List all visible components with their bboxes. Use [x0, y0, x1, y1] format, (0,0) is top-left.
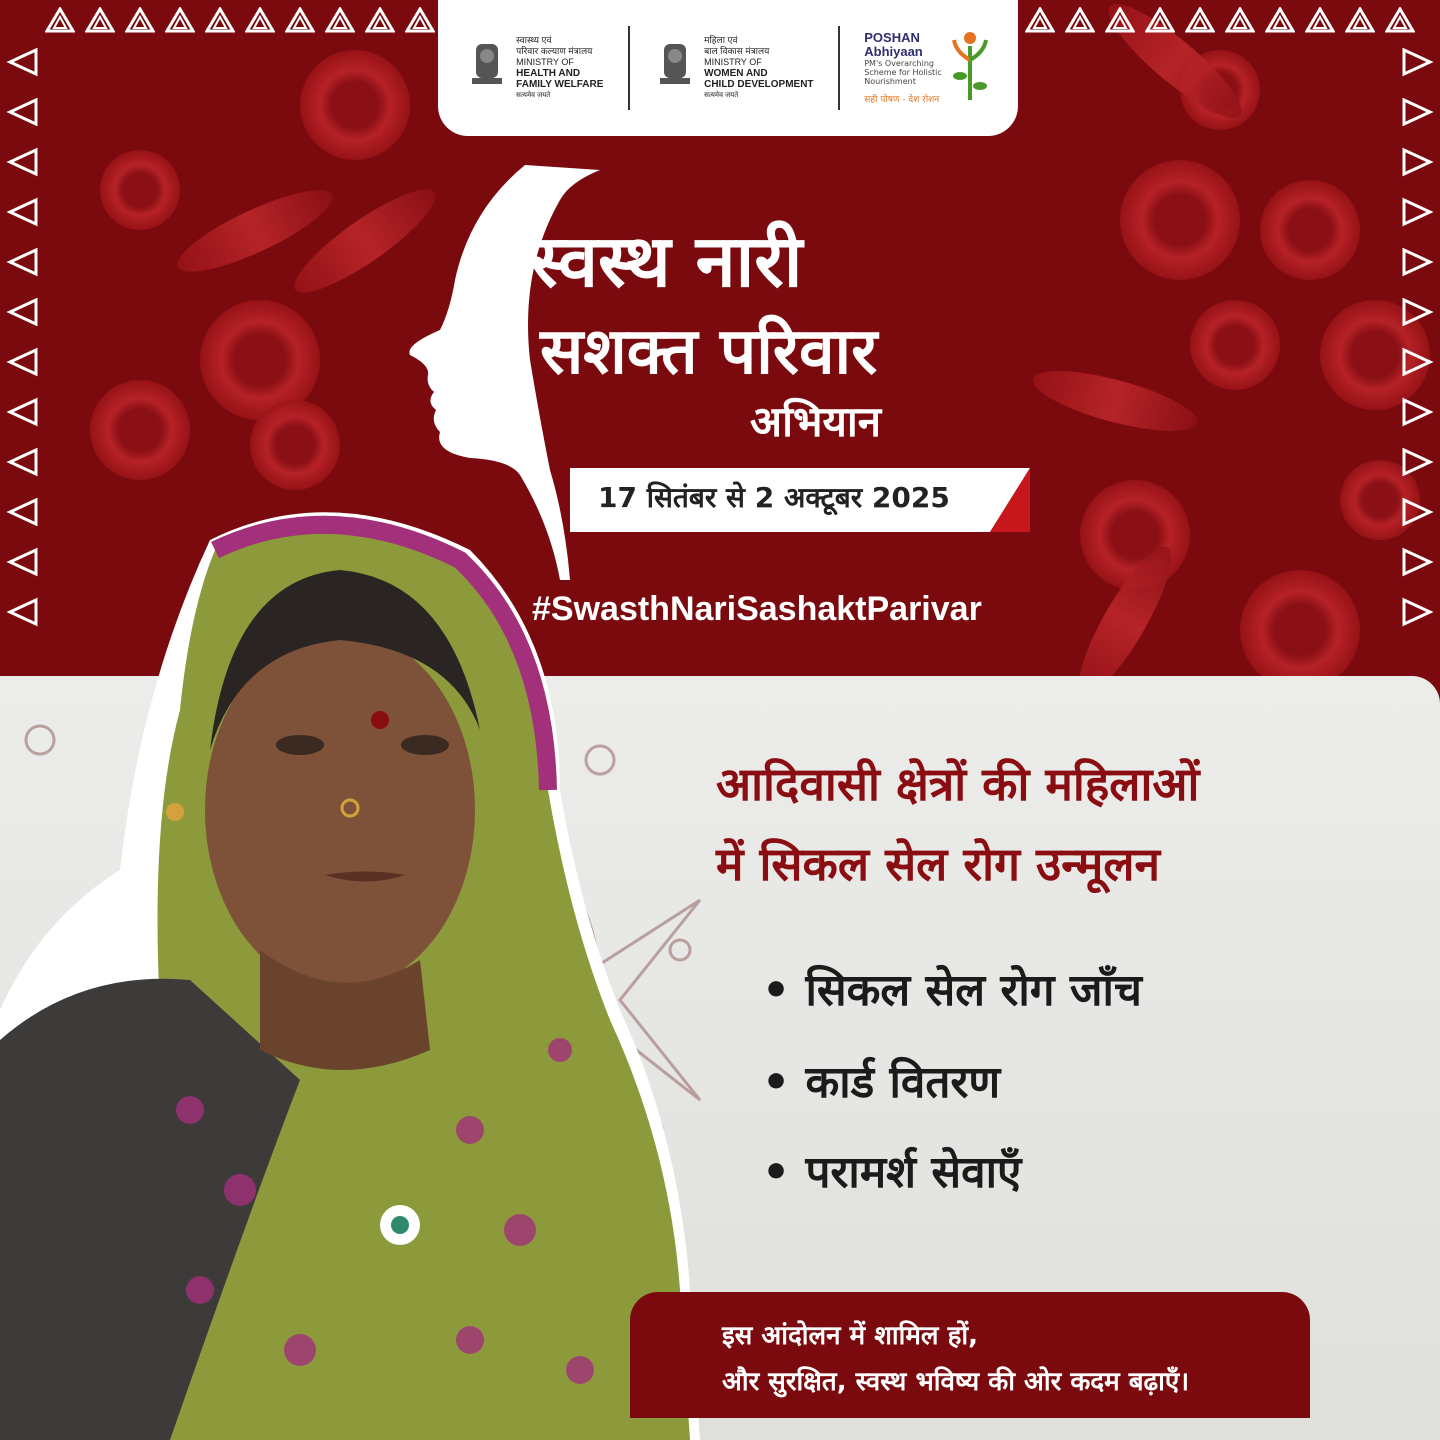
cta-line1: इस आंदोलन में शामिल हों,	[722, 1321, 979, 1351]
poshan-sub-3: Nourishment	[864, 77, 916, 86]
cta-line2: और सुरक्षित, स्वस्थ भविष्य की ओर कदम बढ़ाएँ।	[722, 1367, 1190, 1397]
health-hindi-1: स्वास्थ्य एवं	[516, 35, 552, 45]
wcd-en-1: MINISTRY OF	[704, 57, 762, 67]
wcd-en-2: WOMEN AND	[704, 68, 768, 79]
poshan-tagline: सही पोषण - देश रोशन	[864, 95, 940, 105]
campaign-title-line2: सशक्त परिवार	[540, 315, 878, 389]
poshan-abhiyaan-logo	[864, 30, 990, 106]
health-motto: सत्यमेव जयते	[516, 92, 551, 99]
bullet-counselling: • परामर्श सेवाएँ	[762, 1147, 1022, 1198]
ministry-logos-bar	[438, 0, 1018, 136]
wcd-motto: सत्यमेव जयते	[704, 92, 739, 99]
poshan-title-2: Abhiyaan	[864, 44, 923, 59]
national-emblem-icon	[654, 38, 696, 98]
triangle-border-top-left	[40, 0, 440, 40]
health-en-1: MINISTRY OF	[516, 57, 574, 67]
wcd-ministry-logo	[654, 35, 813, 101]
tribal-woman-photo	[0, 490, 700, 1440]
logo-divider	[628, 26, 630, 110]
triangle-border-right	[1396, 40, 1440, 670]
logo-divider	[838, 26, 840, 110]
poshan-title-1: POSHAN	[864, 30, 920, 45]
info-heading-line1: आदिवासी क्षेत्रों की महिलाओं	[716, 757, 1200, 811]
health-hindi-2: परिवार कल्याण मंत्रालय	[516, 46, 593, 56]
campaign-title-line1: स्वस्थ नारी	[530, 219, 803, 303]
poshan-sub-1: PM's Overarching	[864, 59, 934, 68]
national-emblem-icon	[466, 38, 508, 98]
wcd-hindi-2: बाल विकास मंत्रालय	[704, 46, 770, 56]
bullet-screening: • सिकल सेल रोग जाँच	[762, 965, 1142, 1016]
health-en-2: HEALTH AND	[516, 68, 581, 79]
health-ministry-logo	[466, 35, 603, 101]
health-en-3: FAMILY WELFARE	[516, 79, 604, 90]
wcd-en-3: CHILD DEVELOPMENT	[704, 79, 814, 90]
wcd-hindi-1: महिला एवं	[704, 35, 738, 45]
info-heading-line2: में सिकल सेल रोग उन्मूलन	[716, 837, 1161, 891]
poshan-sub-2: Scheme for Holistic	[864, 68, 942, 77]
campaign-title-line3: अभियान	[750, 397, 882, 446]
call-to-action-box	[630, 1292, 1310, 1418]
triangle-border-top-right	[1020, 0, 1420, 40]
campaign-dates: 17 सितंबर से 2 अक्टूबर 2025	[598, 481, 950, 514]
poshan-figure-icon	[950, 30, 990, 106]
flower-embroidery	[380, 1205, 420, 1245]
campaign-hashtag: #SwasthNariSashaktParivar	[532, 590, 982, 628]
bullet-card-distribution: • कार्ड वितरण	[762, 1057, 1001, 1108]
